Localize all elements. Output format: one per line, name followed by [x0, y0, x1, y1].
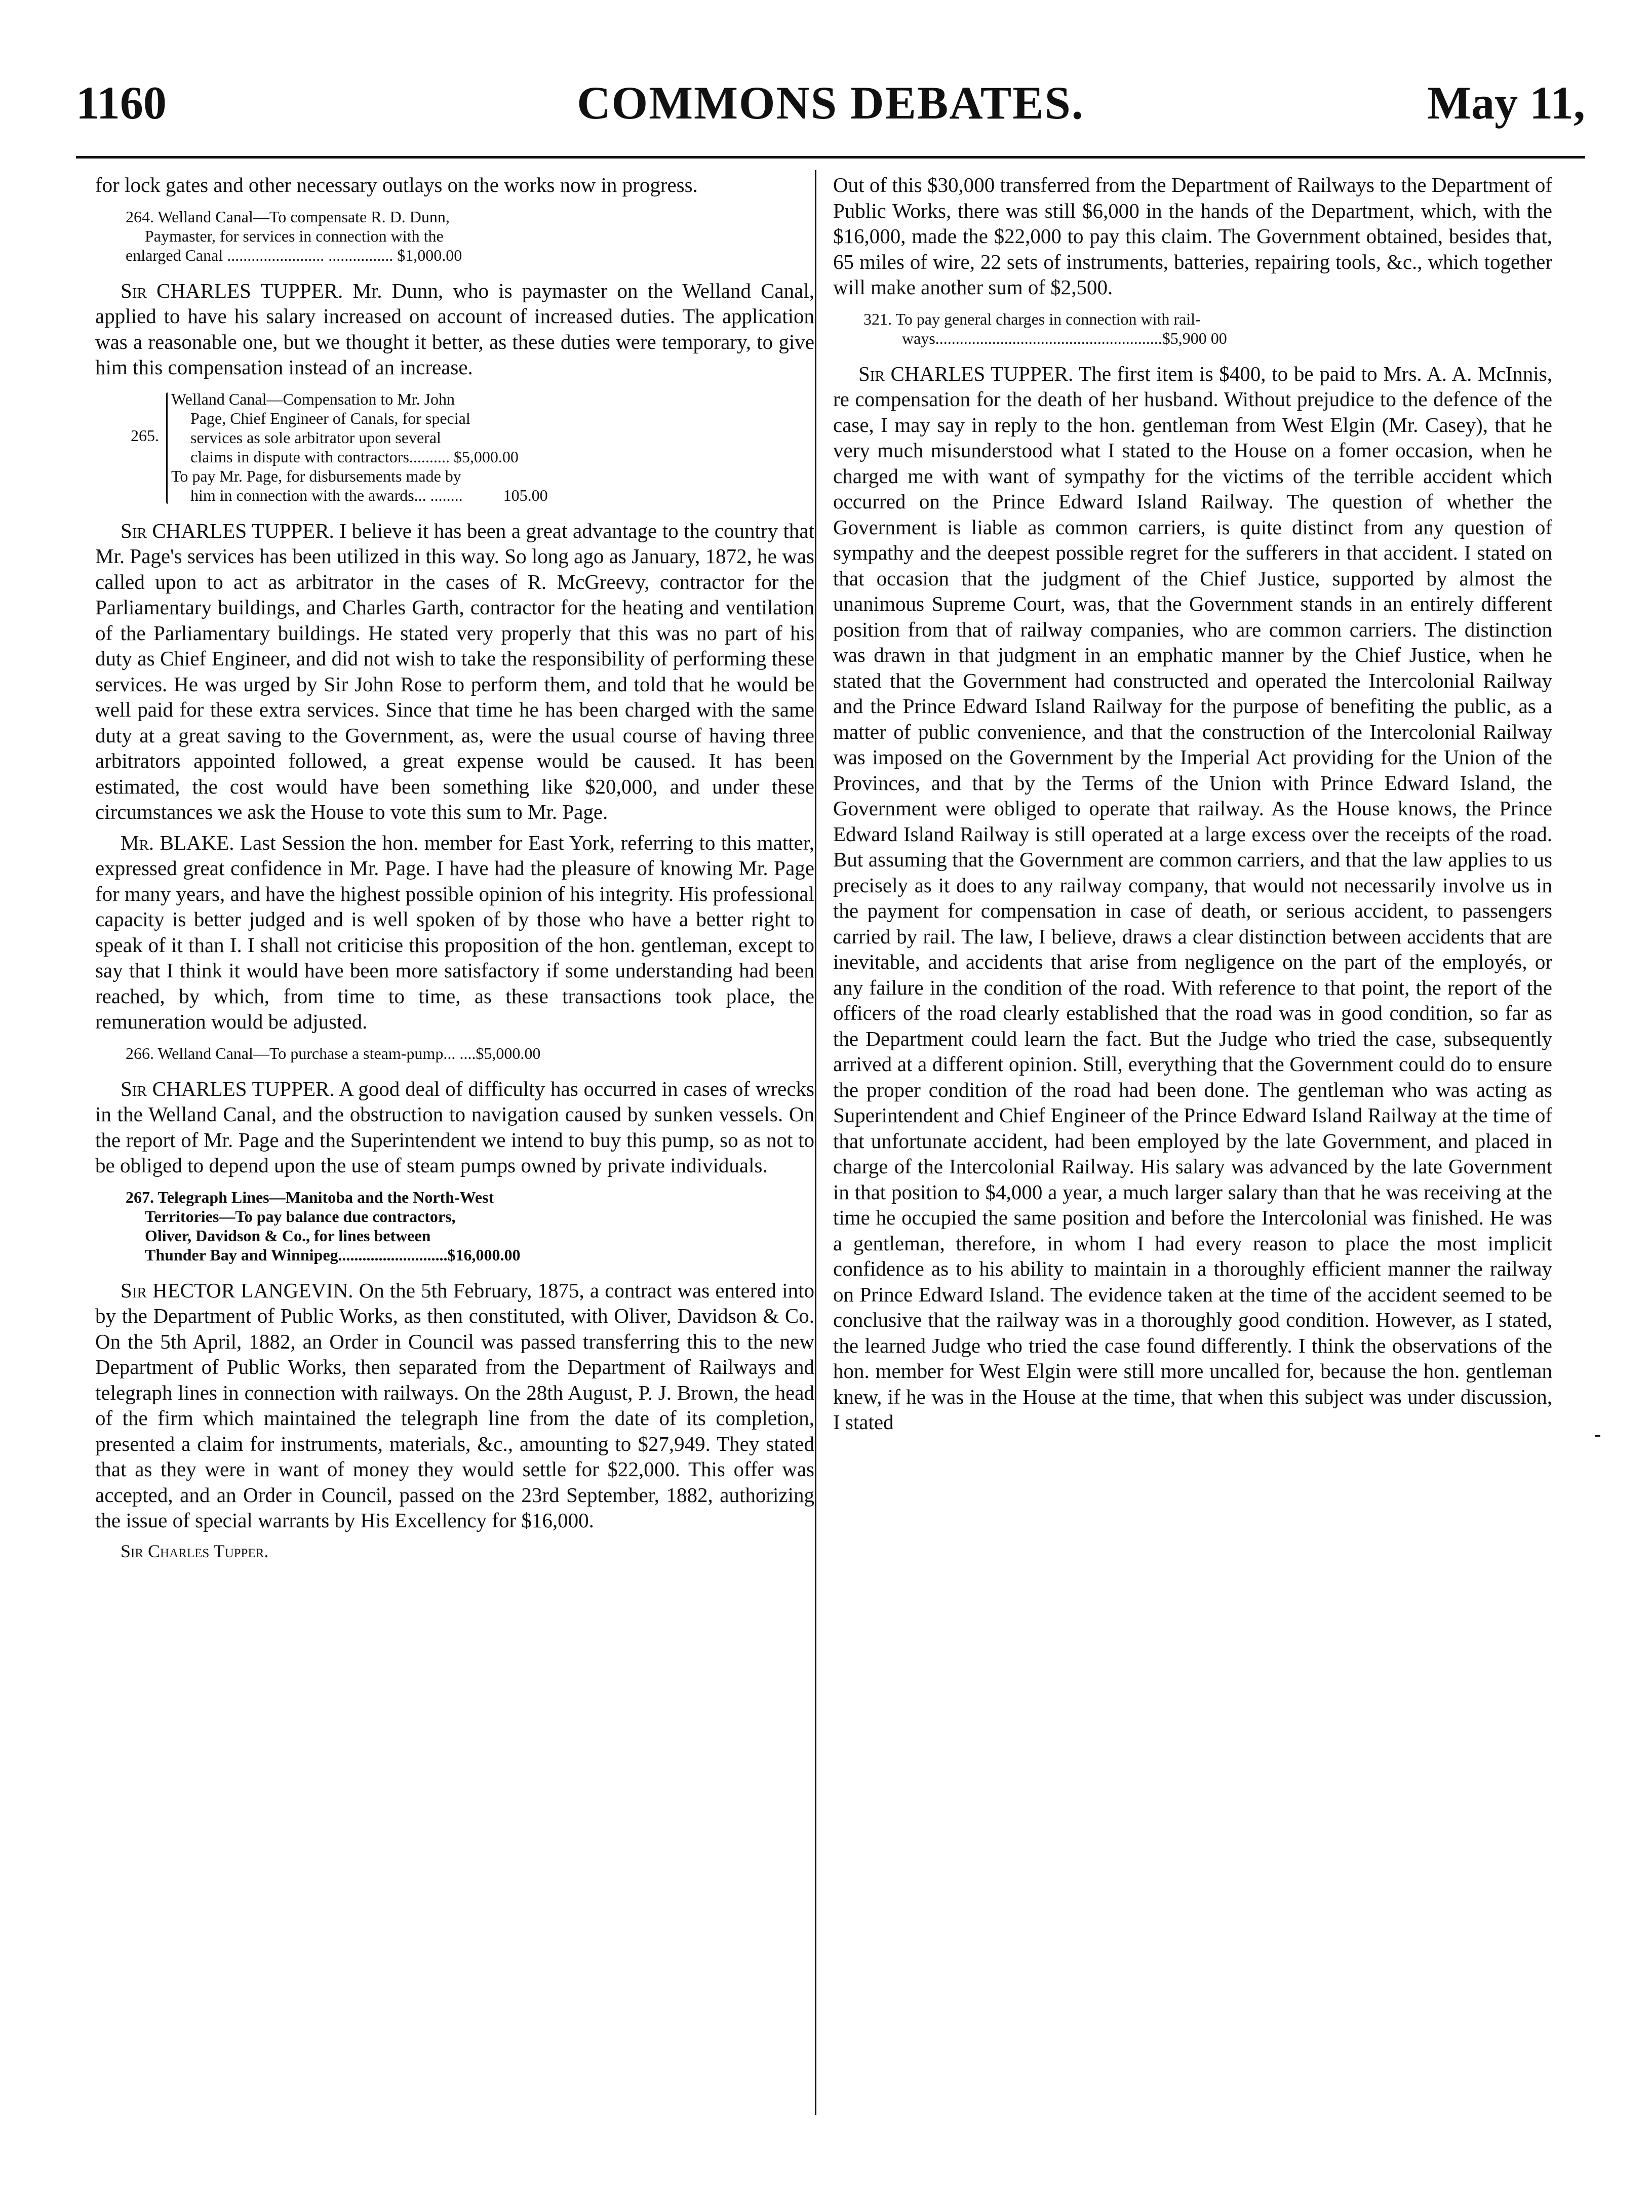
header-rule — [76, 156, 1585, 159]
item-line: Thunder Bay and Winnipeg...........................$16,000.00 — [145, 1245, 521, 1264]
paragraph: Out of this $30,000 transferred from the Department of Railways to the Department of Public Works, there was still $6,000 in the hands of the Department, which, with the $16,000, made the $22,000 to pay this claim. The Government obtained, besides that, 65 miles of wire, 22 sets of instruments, batteries, repairing tools, &c., which together will make another sum of $2,500. — [833, 173, 1552, 299]
estimate-item-264 — [95, 207, 814, 265]
speaker-name: Sir CHARLES TUPPER. — [858, 362, 1074, 385]
item-line: To pay Mr. Page, for disbursements made by — [171, 466, 461, 485]
item-line: 267. Telegraph Lines—Manitoba and the North-West — [126, 1188, 494, 1206]
estimate-item-266 — [95, 1044, 814, 1063]
speaker-name: Sir CHARLES TUPPER. — [121, 519, 334, 542]
speaker-name: Sir CHARLES TUPPER. — [121, 1077, 335, 1100]
left-column — [95, 172, 814, 1564]
publication-title: COMMONS DEBATES. — [577, 77, 1084, 129]
item-line: 266. Welland Canal—To purchase a steam-pump... ....$5,000.00 — [126, 1044, 541, 1062]
speaker-name: Sir CHARLES TUPPER. — [121, 279, 343, 302]
item-line: 321. To pay general charges in connection with rail- — [863, 309, 1201, 328]
item-line: ways........................................................$5,900 00 — [902, 329, 1227, 347]
header-date: May 11, — [1427, 77, 1585, 129]
item-line: him in connection with the awards... ........ 105.00 — [190, 486, 548, 504]
speech-paragraph: Sir HECTOR LANGEVIN. On the 5th February, 1875, a contract was entered into by the Department of Public Works, as then constituted, with Oliver, Davidson & Co. On the 5th April, 1882, an Order in Council was passed transferring this to the new Department of Public Works, then separated from the Department of Railways and telegraph lines in connection with railways. On the 28th August, P. J. Brown, the head of the firm which maintained the telegraph line from the date of its completion, presented a claim for instruments, materials, &c., amounting to $27,949. They stated that as they were in want of money they would settle for $22,000. This offer was accepted, and an Order in Council, passed on the 23rd September, 1882, authorizing the issue of special warrants by His Excellency for $16,000. — [95, 1278, 814, 1532]
item-amount: $5,000.00 — [453, 447, 519, 466]
speaker-name: Sir HECTOR LANGEVIN. — [121, 1278, 353, 1302]
speech-paragraph: Sir CHARLES TUPPER. The first item is $400, to be paid to Mrs. A. A. McInnis, re compensation for the death of her husband. Without prejudice to the defence of the case, I may say in reply to the hon. gentleman from West Elgin (Mr. Casey), that he very much misunderstood what I stated to the House on a fomer occasion, when he charged me with want of sympathy for the victims of the terrible accident which occurred on the Prince Edward Island Railway. The question of whether the Government is liable as common carriers, is quite distinct from any question of sympathy and the deepest possible regret for the sufferers in that accident. I stated on that occasion that the judgment of the Chief Justice, supported by almost the unanimous Supreme Court, was, that the Government stands in an entirely different position from that of railway companies, who are common carriers. The distinction was drawn in that judgment in an emphatic manner by the Chief Justice, when he stated that the Government had constructed and operated the Intercolonial Railway and the Prince Edward Island Railway for the purpose of benefiting the public, as a matter of public convenience, and that the construction of the Intercolonial Railway was imposed on the Government by the Imperial Act providing for the Union of the Provinces, and that by the Terms of the Union with Prince Edward Island, the Government were obliged to operate that railway. As the House knows, the Prince Edward Island Railway is still operated at a large excess over the receipts of the road. But assuming that the Government are common carriers, and that the law applies to us precisely as it does to any railway company, that would not necessarily involve us in the payment for compensation in case of death, or serious accident, to passengers carried by rail. The law, I believe, draws a clear distinction between accidents that are inevitable, and accidents that arise from negligence on the part of the employés, or any failure in the condition of the road. With reference to that point, the report of the officers of the road clearly established that the road was in good condition, so far as the Department could learn the fact. But the Judge who tried the case, subsequently arrived at a different opinion. Still, everything that the Government could do to ensure the proper condition of the road had been done. The gentleman who was acting as Superintendent and Chief Engineer of the Prince Edward Island Railway at the time of that unfortunate accident, had been employed by the late Government, and placed in charge of the Intercolonial Railway. His salary was advanced by the late Government in that position to $4,000 a year, a much larger salary than that he was receiving at the time he occupied the same position and before the Intercolonial was finished. He was a gentleman, therefore, in whom I had every reason to place the most implicit confidence as to his ability to maintain in a thoroughly efficient manner the railway on Prince Edward Island. The evidence taken at the time of the accident seemed to be conclusive that the railway was in a thoroughly good condition. However, as I stated, the learned Judge who tried the case found differently. I think the observations of the hon. member for West Elgin were still more uncalled for, because the hon. gentleman knew, if he was in the House at the time, that when this subject was under discussion, I stated — [833, 362, 1553, 1434]
item-line: claims in dispute with contractors.......... $5,000.00 — [190, 447, 519, 466]
page-footer-speaker: Sir Charles Tupper. — [121, 1540, 269, 1561]
estimate-item-321 — [833, 309, 1552, 348]
item-amount: $5,000.00 — [476, 1044, 541, 1062]
item-number: 265. — [131, 426, 159, 445]
item-amount: 105.00 — [503, 486, 548, 504]
column-divider — [815, 170, 816, 2115]
speech-paragraph: Sir CHARLES TUPPER. Mr. Dunn, who is paymaster on the Welland Canal, applied to have his salary increased on account of increased duties. The application was a reasonable one, but we thought it better, as these duties were temporary, to give him this compensation instead of an increase. — [95, 279, 814, 379]
page-header — [76, 76, 1585, 142]
estimate-item-267 — [95, 1188, 814, 1265]
item-amount: $16,000.00 — [447, 1245, 521, 1264]
item-line: Paymaster, for services in connection with the — [145, 226, 444, 245]
speaker-name: Mr. BLAKE. — [121, 831, 234, 854]
estimate-item-265 — [95, 389, 814, 505]
item-line: Welland Canal—Compensation to Mr. John — [171, 389, 455, 408]
speech-paragraph: Mr. BLAKE. Last Session the hon. member for East York, referring to this matter, expressed great confidence in Mr. Page. I have had the pleasure of knowing Mr. Page for many years, and have the highest possible opinion of his integrity. His professional capacity is better judged and is well spoken of by those who have a better right to speak of it than I. I shall not criticise this proposition of the hon. gentleman, except to say that I think it would have been more satisfactory if some understanding had been reached, by which, from time to time, as these transactions took place, the remuneration would be adjusted. — [95, 831, 815, 1033]
margin-mark: - — [1594, 1423, 1601, 1445]
speech-paragraph: Sir CHARLES TUPPER. A good deal of difficulty has occurred in cases of wrecks in the Welland Canal, and the obstruction to navigation caused by sunken vessels. On the report of Mr. Page and the Superintendent we intend to buy this pump, so as not to be obliged to depend upon the use of steam pumps owned by private individuals. — [95, 1077, 814, 1177]
page-number: 1160 — [76, 77, 167, 129]
item-line: enlarged Canal ........................ ................ $1,000.00 — [126, 246, 462, 264]
speech-paragraph: Sir CHARLES TUPPER. I believe it has been a great advantage to the country that Mr. Page's services has been utilized in this way. So long ago as January, 1872, he was called upon to act as arbitrator in the cases of R. McGreevy, contractor for the Parliamentary buildings, and Charles Garth, contractor for the heating and ventilation of the Parliamentary buildings. He stated very properly that this was no part of his duty as Chief Engineer, and did not wish to take the responsibility of performing these services. He was urged by Sir John Rose to perform them, and told that he would be well paid for these extra services. Since that time he has been charged with the same duty at a great saving to the Government, as, were the usual course of having three arbitrators appointed followed, a great expense would be caused. It has been estimated, the cost would have been something like $20,000, and under these circumstances we ask the House to vote this sum to Mr. Page. — [95, 519, 814, 823]
paragraph: for lock gates and other necessary outlays on the works now in progress. — [95, 173, 698, 196]
item-line: 264. Welland Canal—To compensate R. D. Dunn, — [126, 207, 450, 226]
item-amount: $5,900 00 — [1162, 329, 1227, 347]
item-line: Territories—To pay balance due contractors, — [145, 1207, 456, 1226]
brace — [166, 392, 168, 504]
right-column — [833, 172, 1552, 1440]
item-amount: $1,000.00 — [397, 246, 462, 264]
item-line: Oliver, Davidson & Co., for lines between — [145, 1226, 431, 1245]
item-line: Page, Chief Engineer of Canals, for special — [190, 409, 470, 427]
item-line: services as sole arbitrator upon several — [190, 428, 441, 447]
